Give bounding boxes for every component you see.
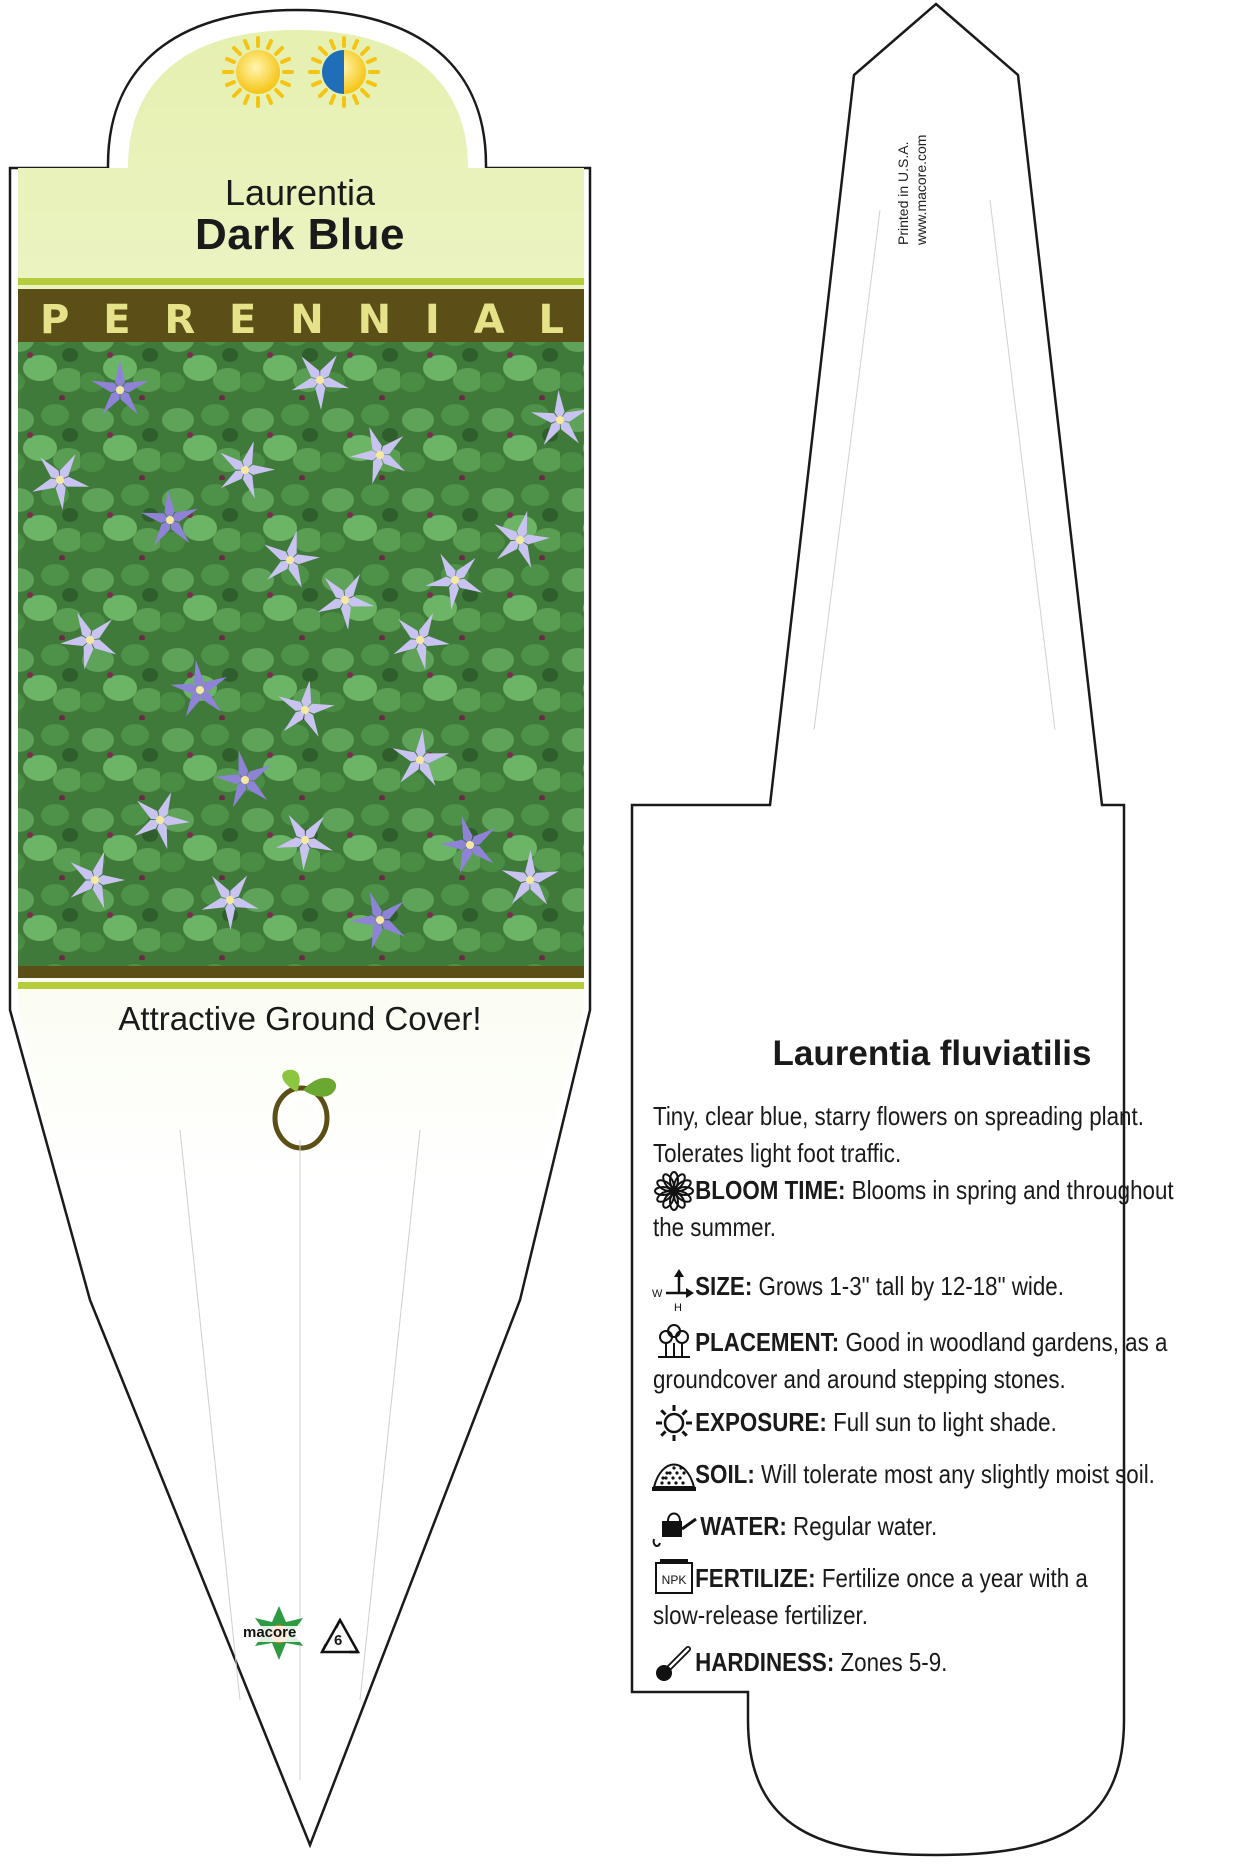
section-label: FERTILIZE: [695, 1563, 816, 1593]
bottom-band-green [18, 982, 584, 989]
section-label: SOIL: [695, 1459, 755, 1489]
section-label: SIZE: [695, 1271, 753, 1301]
section-text-continued: slow-release fertilizer. [653, 1600, 868, 1630]
category-letter: E [229, 296, 257, 343]
npk-icon-label: NPK [661, 1573, 687, 1587]
section-label: EXPOSURE: [695, 1407, 827, 1437]
section-text: Fertilize once a year with a [815, 1563, 1088, 1593]
recycle-code: 6 [334, 1632, 343, 1649]
bottom-band-olive [18, 966, 584, 978]
care-section-fertilize [653, 1560, 1233, 1634]
care-section-soil [653, 1456, 1233, 1493]
common-name-line2: Dark Blue [195, 210, 405, 259]
section-text: Blooms in spring and throughout [845, 1175, 1174, 1205]
category-letter: N [357, 296, 392, 343]
section-text-continued: groundcover and around stepping stones. [653, 1364, 1066, 1394]
category-letter: R [164, 296, 196, 343]
common-name-line1: Laurentia [224, 172, 376, 213]
botanical-name: Laurentia fluviatilis [772, 1034, 1092, 1073]
section-label: HARDINESS: [695, 1647, 835, 1677]
tagline: Attractive Ground Cover! [118, 1000, 482, 1037]
care-section-water [653, 1508, 1233, 1545]
care-section-size [653, 1268, 1233, 1305]
section-text: Grows 1-3" tall by 12-18" wide. [752, 1271, 1064, 1301]
care-section-bloom-time [653, 1172, 1233, 1246]
description [653, 1098, 1144, 1172]
printed-line-1: Printed in U.S.A. [895, 141, 911, 245]
plant-photo [18, 338, 591, 966]
printed-line-2: www.macore.com [913, 134, 929, 245]
top-band-green [18, 278, 584, 285]
section-text: Full sun to light shade. [826, 1407, 1057, 1437]
description-line-1: Tiny, clear blue, starry flowers on spreading plant. [653, 1101, 1144, 1131]
description-line-2: Tolerates light foot traffic. [653, 1138, 902, 1168]
section-label: BLOOM TIME: [695, 1175, 846, 1205]
printed-in-note [894, 95, 944, 245]
category-letter: P [40, 296, 70, 343]
category-letter: L [538, 296, 564, 343]
section-text: Will tolerate most any slightly moist soil. [754, 1459, 1155, 1489]
section-text: Regular water. [786, 1511, 938, 1541]
care-section-placement [653, 1324, 1233, 1398]
section-text: Zones 5-9. [834, 1647, 948, 1677]
category-letter: A [473, 296, 505, 343]
category-letter: N [290, 296, 324, 343]
care-section-exposure [653, 1404, 1233, 1441]
section-label: PLACEMENT: [695, 1327, 840, 1357]
category-banner [18, 297, 584, 342]
brand-name: macore [243, 1624, 297, 1641]
size-icon-h-label: H [674, 1302, 682, 1314]
category-letter: E [103, 296, 131, 343]
section-text: Good in woodland gardens, as a [839, 1327, 1168, 1357]
section-label: WATER: [700, 1511, 787, 1541]
care-section-hardiness [653, 1644, 1233, 1681]
size-icon-w-label: W [652, 1288, 663, 1300]
section-text-continued: the summer. [653, 1212, 777, 1242]
category-letter: I [424, 296, 440, 343]
